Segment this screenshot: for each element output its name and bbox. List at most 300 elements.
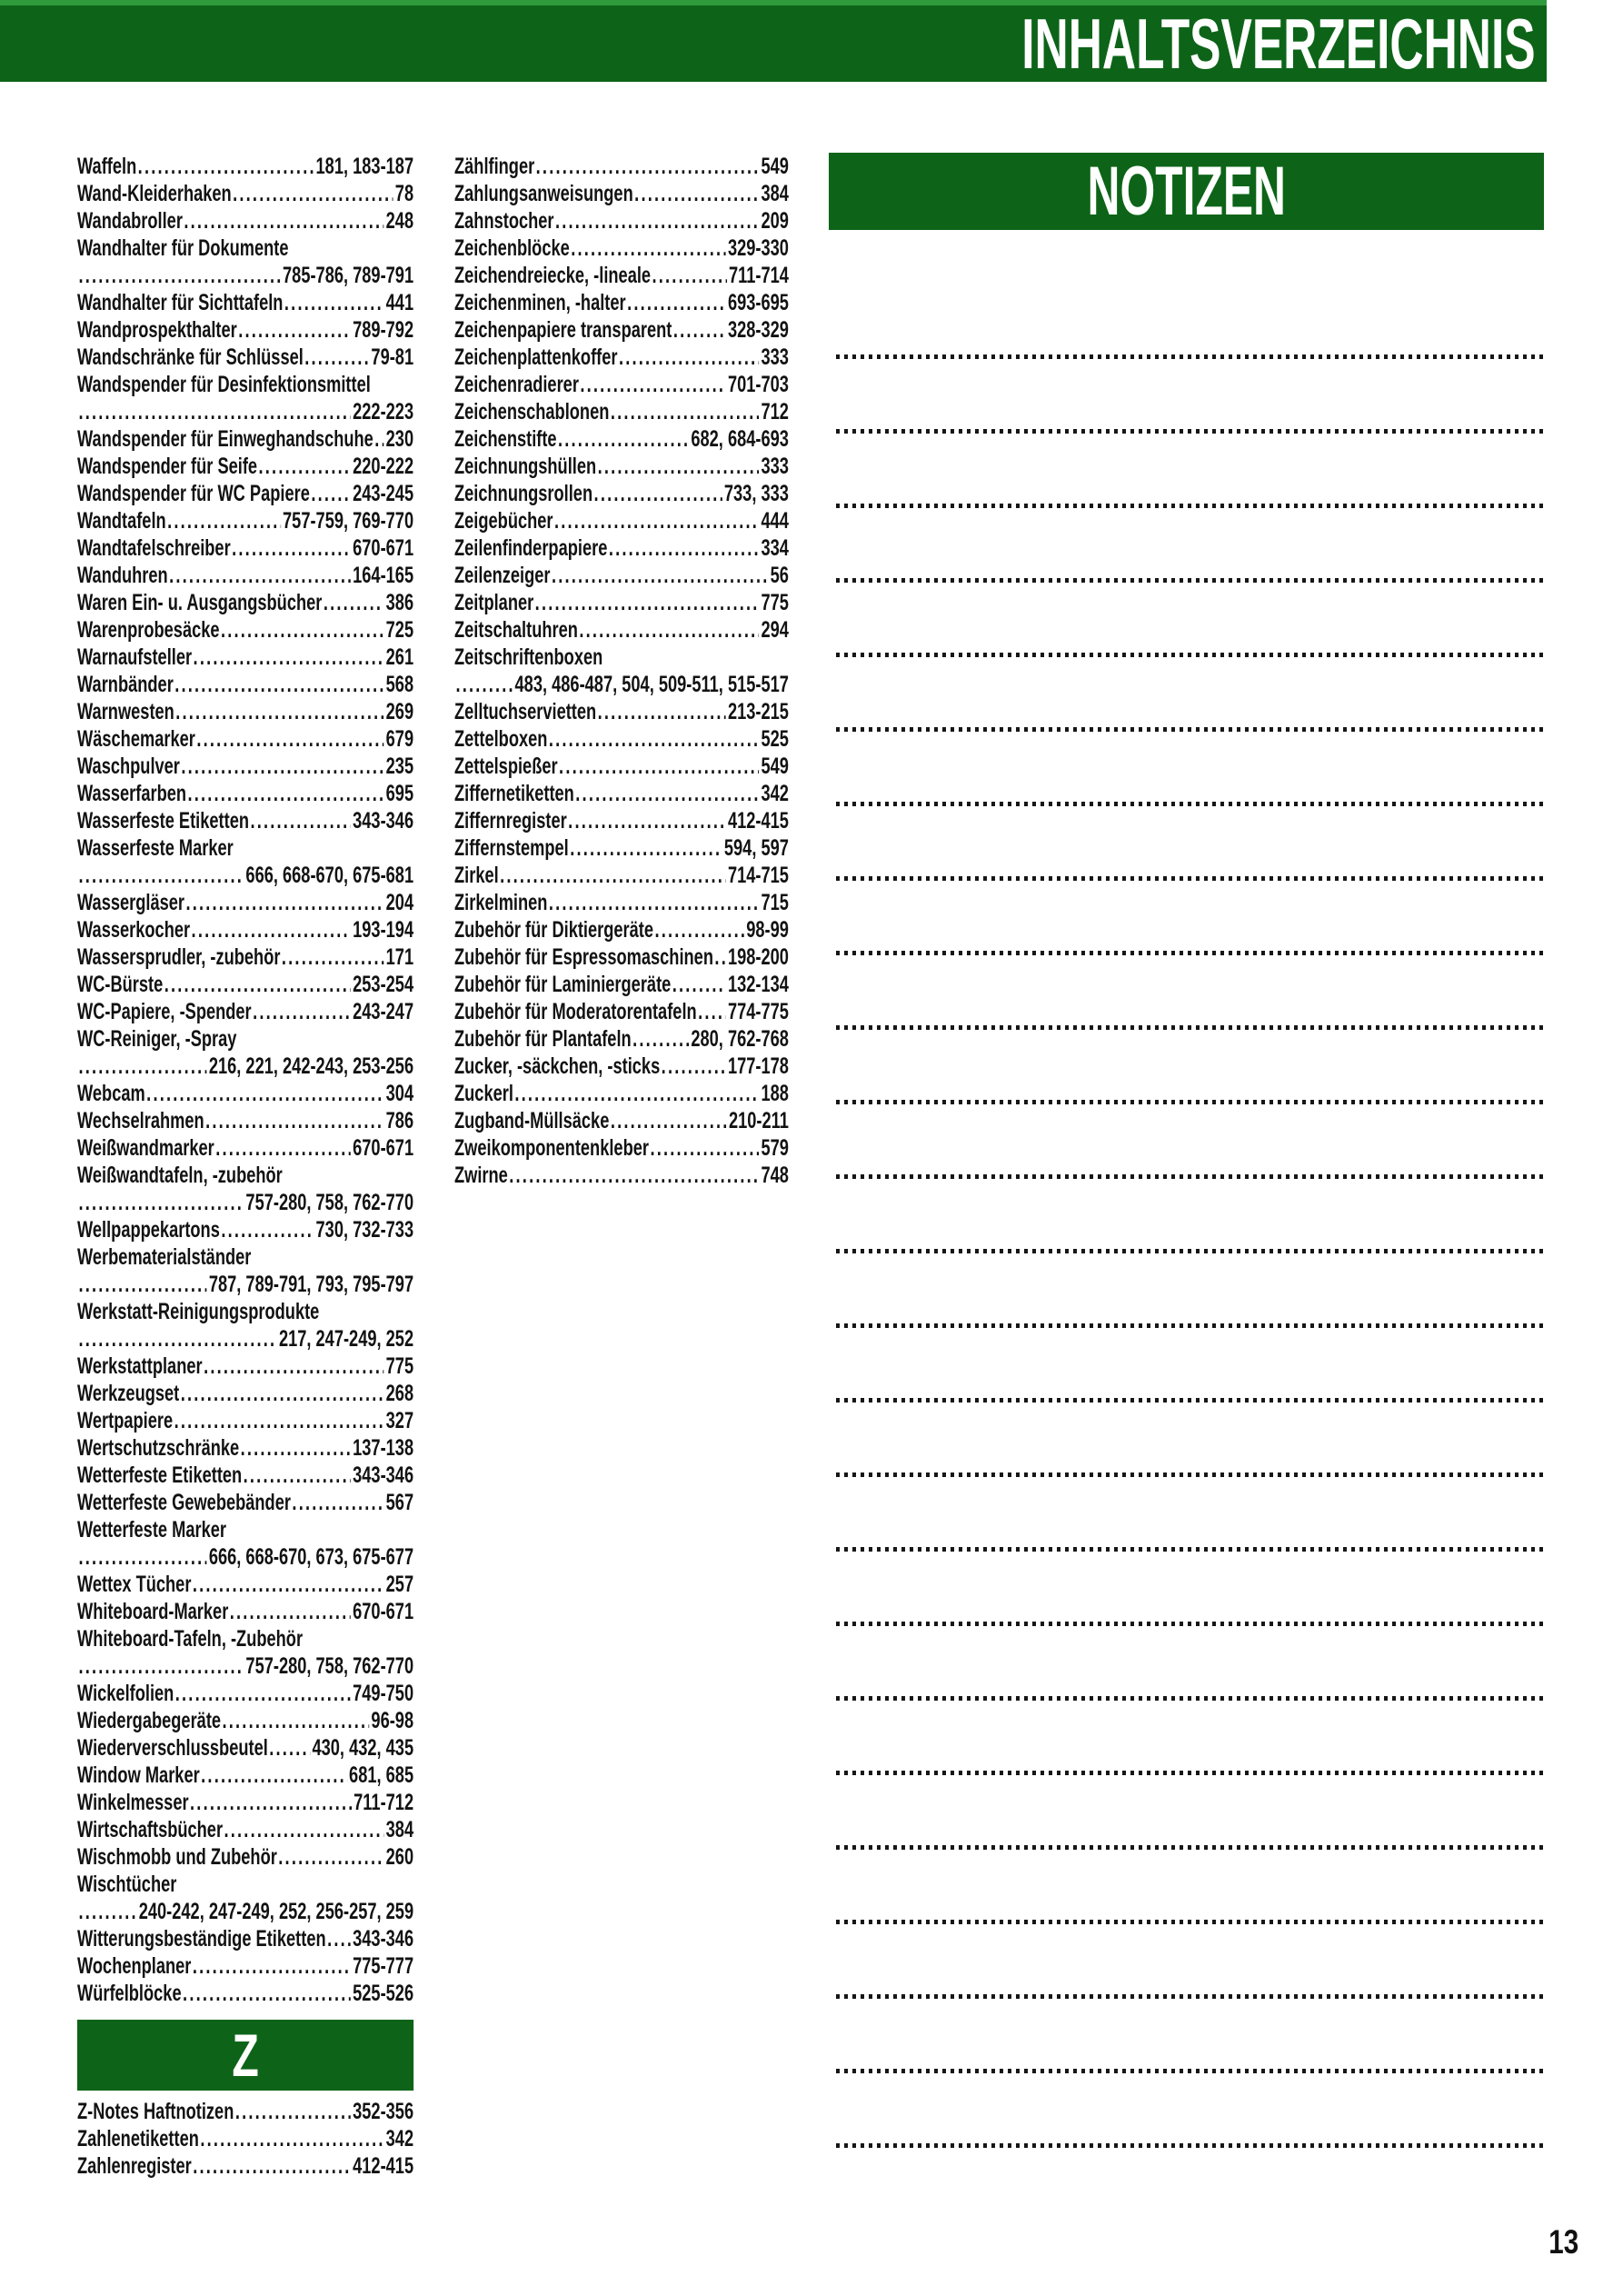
dot-leader — [191, 1952, 351, 1980]
index-entry — [77, 1489, 413, 1516]
entry-label: Zubehör für Diktiergeräte — [454, 917, 654, 943]
entry-pages: 384 — [761, 181, 789, 206]
dot-leader — [557, 425, 690, 453]
index-entry — [454, 644, 789, 671]
entry-label: Zählfinger — [454, 154, 535, 179]
dotted-note-line — [836, 802, 1547, 806]
entry-pages: 775-777 — [353, 1953, 414, 1979]
index-entry — [77, 834, 413, 862]
dot-leader — [237, 316, 351, 344]
entry-pages: 243-247 — [353, 999, 414, 1024]
entry-label: Zettelspießer — [454, 754, 558, 779]
dotted-note-line — [836, 1622, 1547, 1626]
dot-leader — [214, 1134, 351, 1162]
index-entry — [77, 644, 413, 671]
index-entry — [454, 235, 789, 262]
entry-label: Witterungsbeständige Etiketten — [77, 1926, 326, 1952]
dot-leader — [592, 480, 722, 507]
index-column-middle — [454, 153, 789, 1189]
entry-label: Warnwesten — [77, 699, 174, 724]
entry-pages: 384 — [385, 1817, 414, 1842]
entry-pages: 269 — [385, 699, 414, 724]
dotted-note-line — [836, 1845, 1547, 1850]
entry-label: Zeilenzeiger — [454, 563, 551, 588]
index-entry — [77, 1134, 413, 1162]
index-entry — [454, 725, 789, 753]
entry-pages: 98-99 — [746, 917, 789, 943]
dotted-note-line — [836, 951, 1547, 955]
index-entry — [77, 1298, 413, 1325]
entry-pages: 483, 486-487, 504, 509-511, 515-517 — [514, 672, 789, 697]
entry-pages: 701-703 — [727, 372, 789, 397]
entry-label: Wandspender für Seife — [77, 454, 258, 479]
dotted-note-line — [836, 1025, 1547, 1030]
entry-label: Wasserfarben — [77, 781, 187, 806]
dot-leader — [189, 1789, 352, 1816]
index-entry — [454, 453, 789, 480]
entry-label: Ziffernetiketten — [454, 781, 574, 806]
entry-pages: 240-242, 247-249, 252, 256-257, 259 — [138, 1899, 414, 1924]
dot-leader — [513, 1080, 759, 1107]
entry-pages: 235 — [385, 754, 414, 779]
entry-pages: 712 — [761, 399, 789, 424]
dot-leader — [558, 753, 760, 780]
index-entry — [454, 507, 789, 534]
entry-pages: 243-245 — [353, 481, 414, 506]
dotted-note-line — [836, 1994, 1547, 1999]
index-entry — [77, 1871, 413, 1898]
index-entry — [454, 289, 789, 316]
index-entry — [77, 1652, 413, 1680]
entry-label: Waschpulver — [77, 754, 180, 779]
dot-leader — [569, 834, 722, 862]
entry-pages: 695 — [385, 781, 414, 806]
dot-leader — [223, 1816, 383, 1843]
entry-pages: 280, 762-768 — [691, 1026, 789, 1052]
entry-label: Webcam — [77, 1081, 145, 1106]
entry-pages: 352-356 — [353, 2099, 414, 2124]
index-entry — [454, 1134, 789, 1162]
dot-leader — [192, 644, 383, 671]
entry-label: Wäschemarker — [77, 726, 195, 752]
dot-leader — [77, 1271, 207, 1298]
index-entry — [454, 1162, 789, 1189]
entry-label: Zubehör für Moderatorentafeln — [454, 999, 697, 1024]
dotted-note-line — [836, 1174, 1547, 1179]
entry-pages: 666, 668-670, 675-681 — [245, 863, 414, 888]
entry-label: Wassersprudler, -zubehör — [77, 944, 281, 970]
index-entry — [77, 1162, 413, 1189]
entry-label: Zeichenpapiere transparent — [454, 317, 672, 343]
entry-label: Wiederverschlussbeutel — [77, 1735, 268, 1761]
entry-pages: 261 — [385, 644, 414, 670]
note-lines — [836, 354, 1547, 2218]
entry-label: Zeichnungsrollen — [454, 481, 593, 506]
index-entry — [77, 916, 413, 943]
dot-leader — [145, 1080, 384, 1107]
entry-label: Wand-Kleiderhaken — [77, 181, 232, 206]
entry-label: Wochenplaner — [77, 1953, 192, 1979]
dot-leader — [651, 262, 727, 289]
entry-pages: 549 — [761, 754, 789, 779]
entry-pages: 733, 333 — [723, 481, 789, 506]
entry-pages: 164-165 — [353, 563, 414, 588]
entry-pages: 209 — [761, 208, 789, 234]
entry-pages: 327 — [385, 1408, 414, 1433]
dot-leader — [191, 1571, 383, 1598]
index-entry — [77, 480, 413, 507]
entry-label: Würfelblöcke — [77, 1981, 182, 2006]
dotted-note-line — [836, 1100, 1547, 1104]
entry-pages: 412-415 — [353, 2153, 414, 2179]
index-entry — [454, 262, 789, 289]
entry-label: Zahlenetiketten — [77, 2126, 199, 2151]
index-entry — [454, 534, 789, 562]
entry-label: Whiteboard-Marker — [77, 1599, 229, 1624]
dot-leader — [231, 534, 351, 562]
entry-label: Zeichenminen, -halter — [454, 290, 626, 315]
dot-leader — [190, 916, 351, 943]
index-entry — [77, 1843, 413, 1871]
entry-label: Zeigebücher — [454, 508, 553, 534]
entry-label: Waren Ein- u. Ausgangsbücher — [77, 590, 323, 615]
entry-pages: 294 — [761, 617, 789, 643]
entry-label: Wanduhren — [77, 563, 168, 588]
entry-label: Wetterfeste Etiketten — [77, 1462, 243, 1488]
dotted-note-line — [836, 1771, 1547, 1775]
dot-leader — [77, 1189, 244, 1216]
entry-pages: 666, 668-670, 673, 675-677 — [208, 1544, 414, 1570]
entry-pages: 193-194 — [353, 917, 414, 943]
index-entry — [77, 1543, 413, 1571]
entry-pages: 785-786, 789-791 — [283, 263, 414, 288]
entry-pages: 257 — [385, 1572, 414, 1597]
entry-pages: 775 — [385, 1353, 414, 1379]
index-entry — [77, 1025, 413, 1053]
entry-label: Wechselrahmen — [77, 1108, 204, 1133]
entry-label: Wandspender für Desinfektionsmittel — [77, 372, 371, 397]
entry-pages: 333 — [761, 344, 789, 370]
entry-label: Zeichenplattenkoffer — [454, 344, 618, 370]
dot-leader — [570, 235, 726, 262]
index-entry — [77, 725, 413, 753]
dot-leader — [183, 207, 384, 235]
dot-leader — [283, 289, 383, 316]
dot-leader — [184, 889, 383, 916]
index-entry — [77, 753, 413, 780]
index-entry — [77, 807, 413, 834]
section-z-label: Z — [232, 2021, 259, 2089]
entry-pages: 137-138 — [353, 1435, 414, 1461]
dot-leader — [249, 807, 351, 834]
entry-label: Winkelmesser — [77, 1790, 189, 1815]
dot-leader — [257, 453, 351, 480]
entry-pages: 441 — [385, 290, 414, 315]
entry-label: Wandspender für Einweghandschuhe — [77, 426, 373, 452]
index-entry — [77, 1680, 413, 1707]
dotted-note-line — [836, 653, 1547, 657]
entry-label: Window Marker — [77, 1762, 200, 1788]
dot-leader — [199, 2125, 384, 2152]
index-entry — [77, 1434, 413, 1462]
index-entry — [77, 671, 413, 698]
dot-leader — [617, 344, 759, 371]
index-entry — [77, 180, 413, 207]
entry-pages: 204 — [385, 890, 414, 915]
index-entry — [77, 1053, 413, 1080]
dot-leader — [163, 971, 351, 998]
entry-pages: 670-671 — [353, 535, 414, 561]
entry-pages: 210-211 — [728, 1108, 789, 1133]
dot-leader — [508, 1162, 759, 1189]
index-entry — [77, 507, 413, 534]
entry-pages: 749-750 — [353, 1681, 414, 1706]
entry-label: Wetterfeste Marker — [77, 1517, 226, 1542]
index-entry — [77, 1816, 413, 1843]
dotted-note-line — [836, 1249, 1547, 1253]
entry-label: Wandhalter für Dokumente — [77, 235, 289, 261]
index-entry — [77, 207, 413, 235]
index-entry — [454, 480, 789, 507]
entry-pages: 56 — [770, 563, 789, 588]
index-entry — [77, 1762, 413, 1789]
entry-pages: 579 — [761, 1135, 789, 1161]
dot-leader — [203, 1353, 384, 1380]
dot-leader — [454, 671, 513, 698]
entry-pages: 78 — [394, 181, 414, 206]
dotted-note-line — [836, 429, 1547, 434]
notizen-header — [829, 153, 1544, 230]
dot-leader — [234, 2098, 351, 2125]
index-entry — [77, 1707, 413, 1734]
entry-pages: 693-695 — [727, 290, 789, 315]
dotted-note-line — [836, 578, 1547, 583]
dot-leader — [280, 943, 383, 971]
dot-leader — [77, 398, 351, 425]
index-entry — [454, 344, 789, 371]
index-entry — [454, 862, 789, 889]
index-entry — [77, 371, 413, 398]
dot-leader — [77, 1898, 137, 1925]
dot-leader — [632, 1025, 689, 1053]
entry-pages: 594, 597 — [723, 835, 789, 861]
entry-label: Warnbänder — [77, 672, 174, 697]
entry-pages: 268 — [385, 1381, 414, 1406]
index-entry — [454, 589, 789, 616]
entry-label: Zeichnungshüllen — [454, 454, 597, 479]
entry-label: Zettelboxen — [454, 726, 548, 752]
entry-pages: 96-98 — [371, 1708, 414, 1733]
entry-pages: 171 — [385, 944, 414, 970]
dot-leader — [553, 507, 760, 534]
entry-label: Zeitschriftenboxen — [454, 644, 603, 670]
entry-label: Werkzeugset — [77, 1381, 180, 1406]
entry-label: Wasserfeste Marker — [77, 835, 234, 861]
dotted-note-line — [836, 2143, 1547, 2148]
index-entry — [454, 616, 789, 644]
index-entry — [454, 916, 789, 943]
dot-leader — [626, 289, 726, 316]
index-entry — [77, 316, 413, 344]
entry-label: Zahlenregister — [77, 2153, 192, 2179]
index-entry — [77, 1462, 413, 1489]
index-entry — [454, 943, 789, 971]
index-entry — [454, 398, 789, 425]
entry-label: WC-Papiere, -Spender — [77, 999, 252, 1024]
dot-leader — [182, 1980, 351, 2007]
entry-pages: 343-346 — [353, 1462, 414, 1488]
entry-label: Warnaufsteller — [77, 644, 193, 670]
dot-leader — [252, 998, 351, 1025]
index-entry — [77, 262, 413, 289]
dot-leader — [547, 889, 759, 916]
entry-pages: 222-223 — [353, 399, 414, 424]
dot-leader — [609, 398, 759, 425]
entry-pages: 715 — [761, 890, 789, 915]
index-entry — [454, 371, 789, 398]
entry-pages: 217, 247-249, 252 — [278, 1326, 414, 1352]
entry-pages: 670-671 — [353, 1599, 414, 1624]
entry-pages: 670-671 — [353, 1135, 414, 1161]
dot-leader — [200, 1762, 347, 1789]
index-entry — [77, 698, 413, 725]
entry-pages: 681, 685 — [349, 1762, 414, 1788]
entry-label: WC-Reiniger, -Spray — [77, 1026, 237, 1052]
dotted-note-line — [836, 1547, 1547, 1552]
index-entry — [77, 2125, 413, 2152]
index-entry — [77, 1243, 413, 1271]
entry-pages: 342 — [761, 781, 789, 806]
entry-pages: 386 — [385, 590, 414, 615]
entry-pages: 216, 221, 242-243, 253-256 — [208, 1053, 414, 1079]
index-entry — [454, 153, 789, 180]
index-entry — [77, 425, 413, 453]
index-entry — [77, 1789, 413, 1816]
entry-pages: 757-280, 758, 762-770 — [245, 1653, 414, 1679]
dot-leader — [304, 344, 369, 371]
index-entry — [77, 1216, 413, 1243]
dot-leader — [579, 371, 726, 398]
entry-label: Werbematerialständer — [77, 1244, 252, 1270]
index-entry — [454, 671, 789, 698]
dot-leader — [77, 262, 281, 289]
dot-leader — [547, 725, 759, 753]
entry-label: Werkstatt-Reinigungsprodukte — [77, 1299, 320, 1324]
entry-pages: 430, 432, 435 — [312, 1735, 414, 1761]
index-entry — [77, 1189, 413, 1216]
entry-label: Zahlungsanweisungen — [454, 181, 633, 206]
dot-leader — [166, 507, 281, 534]
dot-leader — [567, 807, 726, 834]
dot-leader — [578, 616, 759, 644]
dot-leader — [180, 753, 384, 780]
dot-leader — [672, 316, 725, 344]
entry-pages: 525 — [761, 726, 789, 752]
entry-pages: 757-759, 769-770 — [283, 508, 414, 534]
entry-pages: 343-346 — [353, 808, 414, 834]
dot-leader — [322, 589, 383, 616]
index-entry — [77, 1898, 413, 1925]
entry-pages: 757-280, 758, 762-770 — [245, 1190, 414, 1215]
entry-label: Zubehör für Plantafeln — [454, 1026, 632, 1052]
dot-leader — [220, 616, 384, 644]
index-entry — [77, 562, 413, 589]
entry-pages: 748 — [761, 1163, 789, 1188]
dot-leader — [192, 2152, 351, 2180]
index-entry — [454, 180, 789, 207]
index-entry — [454, 562, 789, 589]
index-entry — [454, 698, 789, 725]
entry-label: Weißwandmarker — [77, 1135, 214, 1161]
entry-pages: 412-415 — [727, 808, 789, 834]
entry-label: Wandabroller — [77, 208, 183, 234]
dot-leader — [633, 180, 760, 207]
dot-leader — [77, 1652, 244, 1680]
entry-pages: 730, 732-733 — [315, 1217, 414, 1243]
dot-leader — [713, 943, 726, 971]
entry-label: Zeitschaltuhren — [454, 617, 578, 643]
dot-leader — [232, 180, 393, 207]
dotted-note-line — [836, 1472, 1547, 1477]
index-entry — [454, 889, 789, 916]
entry-pages: 775 — [761, 590, 789, 615]
header-bar — [0, 0, 1547, 82]
entry-pages: 679 — [385, 726, 414, 752]
entry-label: Wandtafeln — [77, 508, 166, 534]
entry-label: Zubehör für Espressomaschinen — [454, 944, 713, 970]
index-entry — [77, 1407, 413, 1434]
dot-leader — [136, 153, 314, 180]
entry-pages: 230 — [385, 426, 414, 452]
dot-leader — [550, 562, 768, 589]
index-entry — [77, 862, 413, 889]
entry-label: Wettex Tücher — [77, 1572, 192, 1597]
section-z-band — [77, 2020, 413, 2091]
dotted-note-line — [836, 876, 1547, 881]
dotted-note-line — [836, 1323, 1547, 1328]
dot-leader — [574, 780, 759, 807]
dot-leader — [609, 1107, 726, 1134]
entry-label: Werkstattplaner — [77, 1353, 203, 1379]
entry-pages: 711-712 — [353, 1790, 414, 1815]
dotted-note-line — [836, 1920, 1547, 1924]
dot-leader — [174, 1680, 351, 1707]
index-entry — [77, 1516, 413, 1543]
entry-label: Wellpappekartons — [77, 1217, 220, 1243]
dot-leader — [277, 1843, 384, 1871]
index-entry — [454, 207, 789, 235]
entry-label: Weißwandtafeln, -zubehör — [77, 1163, 283, 1188]
index-entry — [77, 1952, 413, 1980]
index-entry — [77, 1080, 413, 1107]
page-number: 13 — [1548, 2223, 1578, 2261]
entry-label: Z-Notes Haftnotizen — [77, 2099, 234, 2124]
dotted-note-line — [836, 354, 1547, 359]
entry-label: WC-Bürste — [77, 972, 164, 997]
dot-leader — [499, 862, 726, 889]
entry-pages: 714-715 — [727, 863, 789, 888]
index-entry — [454, 1107, 789, 1134]
entry-label: Zucker, -säckchen, -sticks — [454, 1053, 661, 1079]
entry-label: Ziffernregister — [454, 808, 567, 834]
entry-pages: 260 — [385, 1844, 414, 1870]
entry-label: Waffeln — [77, 154, 137, 179]
entry-pages: 568 — [385, 672, 414, 697]
index-list-z — [77, 2098, 413, 2180]
entry-pages: 329-330 — [727, 235, 789, 261]
index-entry — [77, 1980, 413, 2007]
index-list-middle — [454, 153, 789, 1189]
